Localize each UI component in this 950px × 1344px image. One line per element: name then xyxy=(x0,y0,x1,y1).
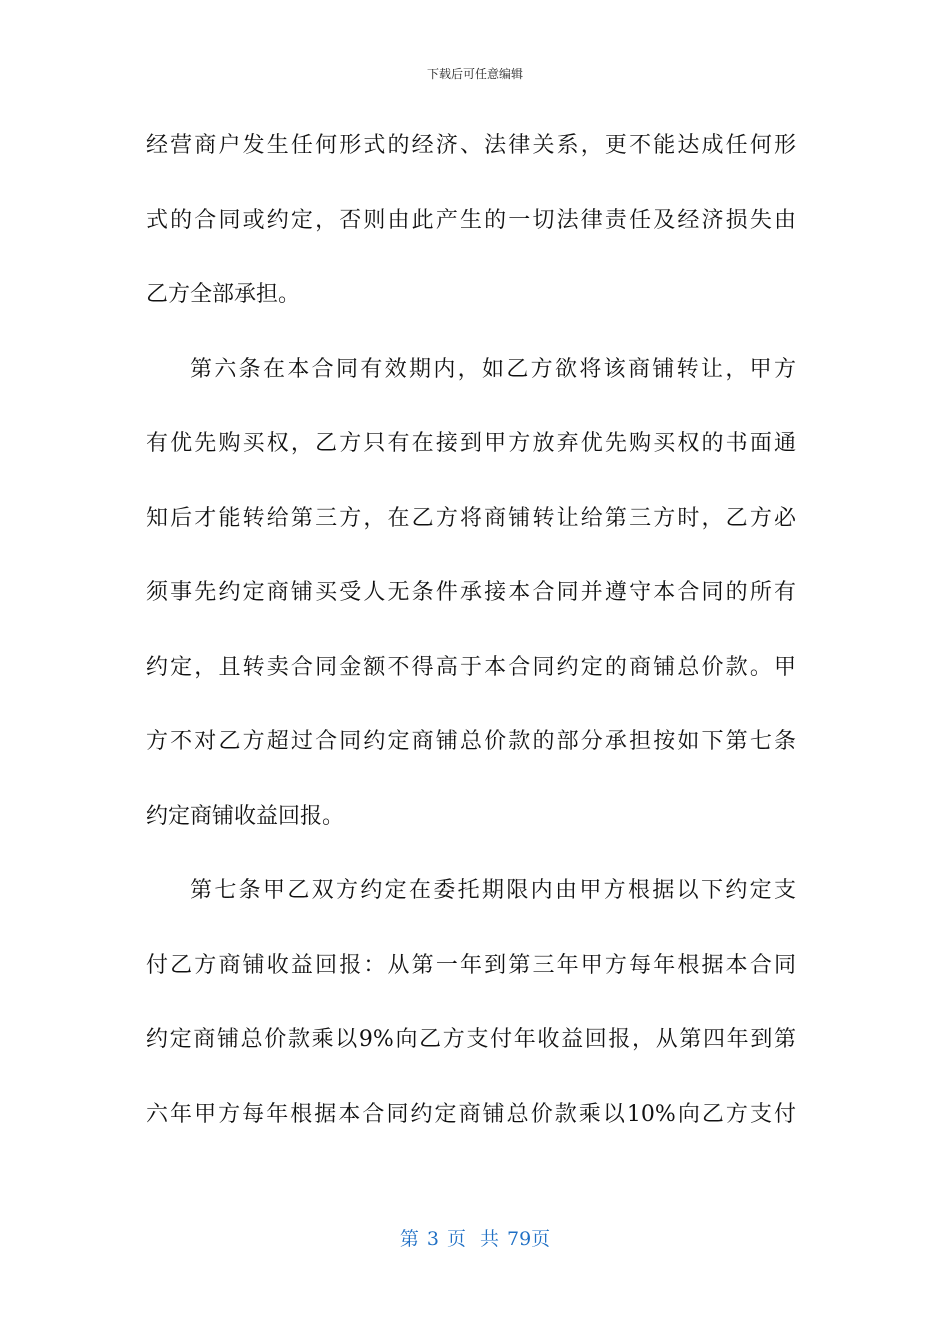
text-line: 付乙方商铺收益回报：从第一年到第三年甲方每年根据本合同 xyxy=(146,952,796,978)
body-text xyxy=(146,124,796,1167)
text-line: 方不对乙方超过合同约定商铺总价款的部分承担按如下第七条 xyxy=(146,729,796,754)
text-line: 式的合同或约定，否则由此产生的一切法律责任及经济损失由 xyxy=(146,207,796,233)
footer-prefix: 第 xyxy=(399,1228,419,1250)
text-line: 知后才能转给第三方，在乙方将商铺转让给第三方时，乙方必 xyxy=(146,505,796,531)
text-line: 乙方全部承担。 xyxy=(146,282,301,307)
page-header: 下载后可任意编辑 xyxy=(426,67,523,81)
text-line: 经营商户发生任何形式的经济、法律关系，更不能达成任何形 xyxy=(146,133,796,158)
text-line: 须事先约定商铺买受人无条件承接本合同并遵守本合同的所有 xyxy=(146,580,796,605)
text-line: 约定商铺收益回报。 xyxy=(146,803,345,829)
text-line: 约定商铺总价款乘以9%向乙方支付年收益回报，从第四年到第 xyxy=(146,1027,796,1052)
footer-total-pages: 79页 xyxy=(506,1228,551,1250)
text-line: 六年甲方每年根据本合同约定商铺总价款乘以10%向乙方支付 xyxy=(146,1101,796,1127)
page-footer xyxy=(0,1226,950,1252)
footer-page-number: 3 xyxy=(426,1228,439,1250)
footer-middle: 页 共 xyxy=(446,1228,499,1250)
text-line: 第六条在本合同有效期内，如乙方欲将该商铺转让，甲方 xyxy=(190,356,796,382)
text-line: 约定，且转卖合同金额不得高于本合同约定的商铺总价款。甲 xyxy=(146,654,796,680)
text-line: 第七条甲乙双方约定在委托期限内由甲方根据以下约定支 xyxy=(190,878,796,903)
text-line: 有优先购买权，乙方只有在接到甲方放弃优先购买权的书面通 xyxy=(146,431,796,456)
